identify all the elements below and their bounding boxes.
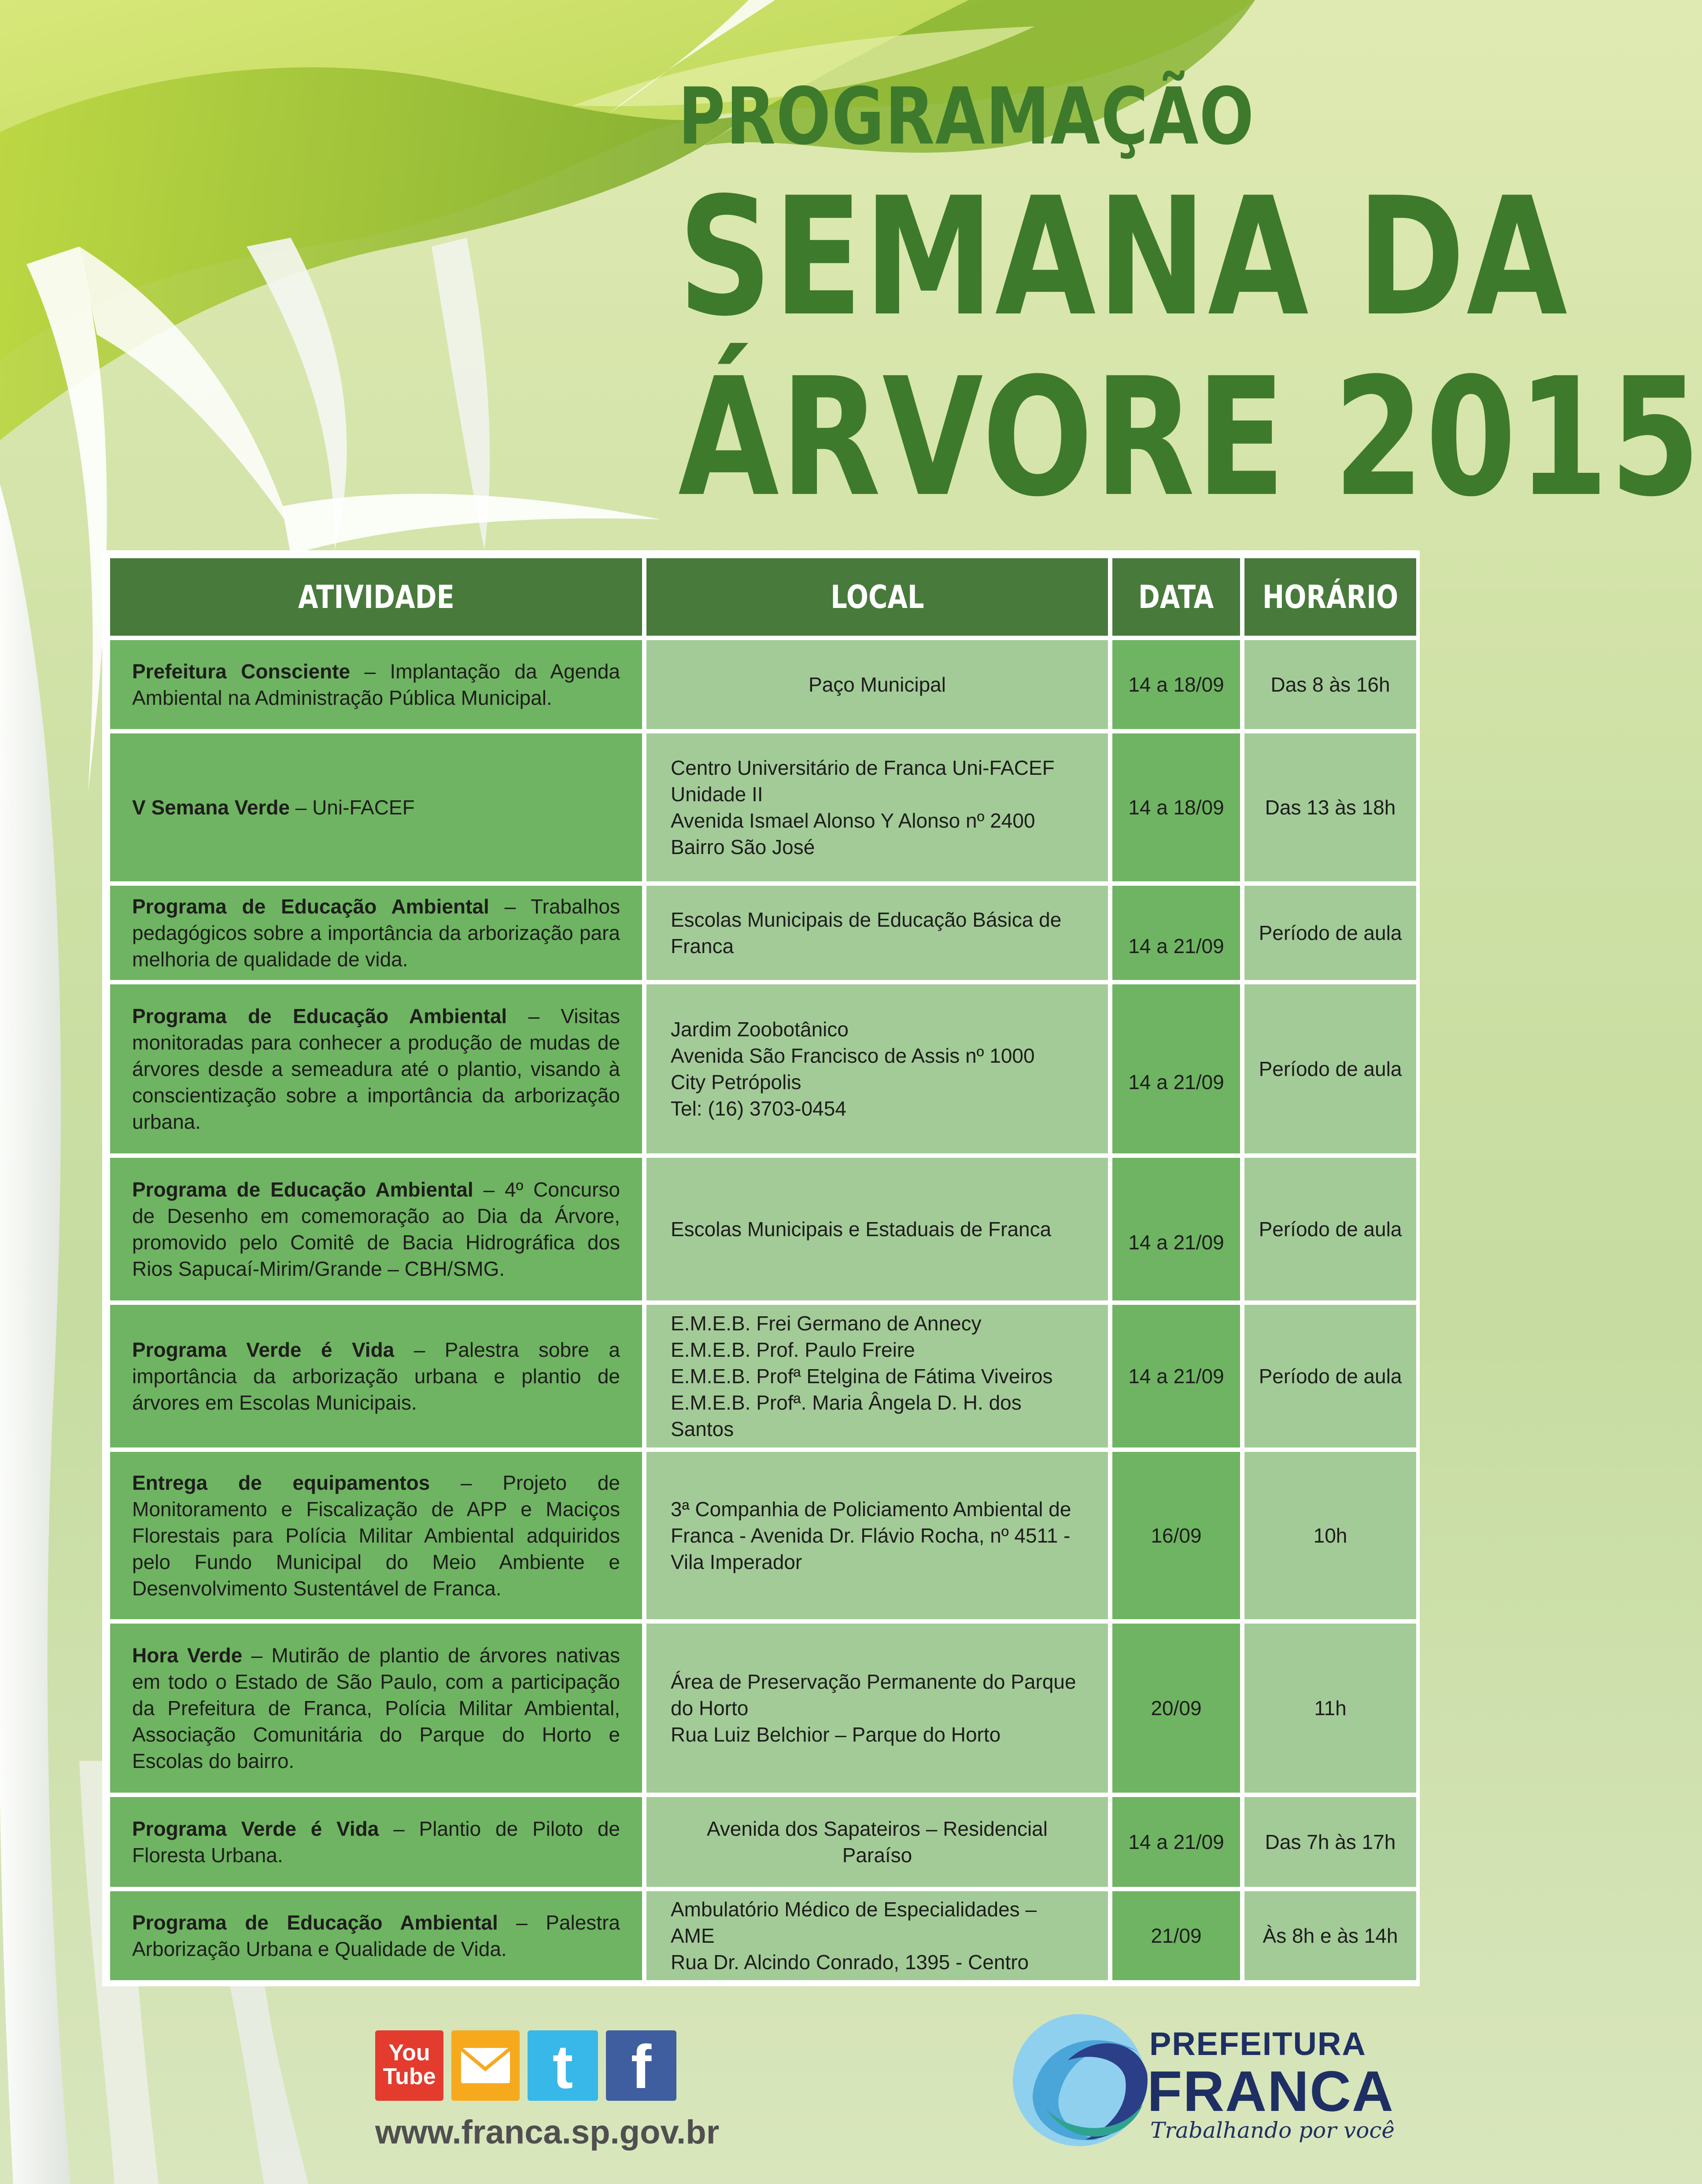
schedule-table <box>106 554 1421 1985</box>
time-cell: 11h <box>1244 1624 1416 1793</box>
date-cell: 16/09 <box>1112 1452 1240 1619</box>
activity-cell: Entrega de equipamentos – Projeto de Monitoramento e Fiscalização de APP e Maciços Florestais para Polícia Militar Ambiental adquiridos pelo Fundo Municipal do Meio Ambiente e Desenvolvimento Sustentável de Franca. <box>110 1452 642 1619</box>
activity-cell: Programa Verde é Vida – Palestra sobre a importância da arborização urbana e plantio de árvores em Escolas Municipais. <box>110 1305 642 1447</box>
local-cell: Jardim Zoobotânico Avenida São Francisco de Assis nº 1000 City Petrópolis Tel: (16) 3703-0454 <box>646 984 1108 1153</box>
date-cell: 14 a 21/09 <box>1112 1158 1240 1300</box>
title-block <box>678 71 1702 533</box>
time-cell: Período de aula <box>1244 1158 1416 1300</box>
table-row <box>110 1452 1416 1619</box>
table-row <box>110 1305 1416 1447</box>
table-row <box>110 1624 1416 1793</box>
envelope-icon <box>451 2030 520 2101</box>
activity-cell: Programa de Educação Ambiental – Visitas monitoradas para conhecer a produção de mudas de árvores desde a semeadura até o plantio, visando à conscientização sobre a importância da arborização urbana. <box>110 984 642 1153</box>
prefeitura-logo-icon <box>1006 2007 1160 2153</box>
activity-cell: Programa de Educação Ambiental – 4º Concurso de Desenho em comemoração ao Dia da Árvore, promovido pelo Comitê de Bacia Hidrográfica dos Rios Sapucaí-Mirim/Grande – CBH/SMG. <box>110 1158 642 1300</box>
table-row <box>110 984 1416 1153</box>
title-arvore-2015: ÁRVORE 2015 <box>678 343 1702 533</box>
title-semana-da: SEMANA DA <box>678 163 1569 352</box>
activity-cell: Programa de Educação Ambiental – Palestra Arborização Urbana e Qualidade de Vida. <box>110 1891 642 1980</box>
time-cell: Às 8h e às 14h <box>1244 1891 1416 1980</box>
date-cell: 21/09 <box>1112 1891 1240 1980</box>
header-data: DATA <box>1112 558 1240 636</box>
header-atividade: ATIVIDADE <box>110 558 642 636</box>
table-row <box>110 1158 1416 1300</box>
time-cell: Das 7h às 17h <box>1244 1797 1416 1887</box>
date-cell: 20/09 <box>1112 1624 1240 1793</box>
logo-franca-text: FRANCA <box>1147 2059 1394 2123</box>
youtube-icon[interactable]: You Tube <box>375 2030 443 2101</box>
date-cell: 14 a 21/09 <box>1112 886 1240 980</box>
local-cell: Ambulatório Médico de Especialidades – AME Rua Dr. Alcindo Conrado, 1395 - Centro <box>646 1891 1108 1980</box>
date-cell: 14 a 18/09 <box>1112 733 1240 881</box>
table-row <box>110 1891 1416 1980</box>
local-cell: 3ª Companhia de Policiamento Ambiental de Franca - Avenida Dr. Flávio Rocha, nº 4511 - Vila Imperador <box>646 1452 1108 1619</box>
time-cell: Período de aula <box>1244 886 1416 980</box>
activity-cell: Programa de Educação Ambiental – Trabalhos pedagógicos sobre a importância da arborização para melhoria de qualidade de vida. <box>110 886 642 980</box>
twitter-icon[interactable]: t <box>528 2030 598 2101</box>
local-cell: Avenida dos Sapateiros – Residencial Paraíso <box>646 1797 1108 1887</box>
table-row <box>110 886 1416 980</box>
date-cell: 14 a 18/09 <box>1112 640 1240 729</box>
date-cell: 14 a 21/09 <box>1112 984 1240 1153</box>
local-cell: Paço Municipal <box>646 640 1108 729</box>
local-cell: Área de Preservação Permanente do Parque do Horto Rua Luiz Belchior – Parque do Horto <box>646 1624 1108 1793</box>
time-cell: Das 13 às 18h <box>1244 733 1416 881</box>
table-header-row <box>110 558 1416 636</box>
website-link[interactable]: www.franca.sp.gov.br <box>375 2114 720 2151</box>
local-cell: E.M.E.B. Frei Germano de Annecy E.M.E.B. Prof. Paulo Freire E.M.E.B. Profª Etelgina de Fátima Viveiros E.M.E.B. Profª. Maria Ângela D. H. dos Santos <box>646 1305 1108 1447</box>
time-cell: Período de aula <box>1244 1305 1416 1447</box>
activity-cell: Prefeitura Consciente – Implantação da Agenda Ambiental na Administração Pública Municipal. <box>110 640 642 729</box>
logo-slogan: Trabalhando por você <box>1150 2118 1395 2143</box>
facebook-icon[interactable]: f <box>606 2030 676 2101</box>
activity-cell: Hora Verde – Mutirão de plantio de árvores nativas em todo o Estado de São Paulo, com a participação da Prefeitura de Franca, Polícia Militar Ambiental, Associação Comunitária do Parque do Horto e Escolas do bairro. <box>110 1624 642 1793</box>
local-cell: Centro Universitário de Franca Uni-FACEF Unidade II Avenida Ismael Alonso Y Alonso nº 2400 Bairro São José <box>646 733 1108 881</box>
logo-prefeitura-text: PREFEITURA <box>1149 2026 1366 2062</box>
local-cell: Escolas Municipais e Estaduais de Franca <box>646 1158 1108 1300</box>
header-horario: HORÁRIO <box>1244 558 1416 636</box>
activity-cell: Programa Verde é Vida – Plantio de Piloto de Floresta Urbana. <box>110 1797 642 1887</box>
schedule-table-frame <box>102 550 1420 1986</box>
time-cell: Das 8 às 16h <box>1244 640 1416 729</box>
date-cell: 14 a 21/09 <box>1112 1305 1240 1447</box>
local-cell: Escolas Municipais de Educação Básica de Franca <box>646 886 1108 980</box>
time-cell: Período de aula <box>1244 984 1416 1153</box>
date-cell: 14 a 21/09 <box>1112 1797 1240 1887</box>
header-local: LOCAL <box>646 558 1108 636</box>
table-row <box>110 733 1416 881</box>
table-row <box>110 1797 1416 1887</box>
time-cell: 10h <box>1244 1452 1416 1619</box>
table-row <box>110 640 1416 729</box>
mail-icon[interactable] <box>451 2030 520 2101</box>
title-programacao: PROGRAMAÇÃO <box>678 71 1255 162</box>
activity-cell: V Semana Verde – Uni-FACEF <box>110 733 642 881</box>
